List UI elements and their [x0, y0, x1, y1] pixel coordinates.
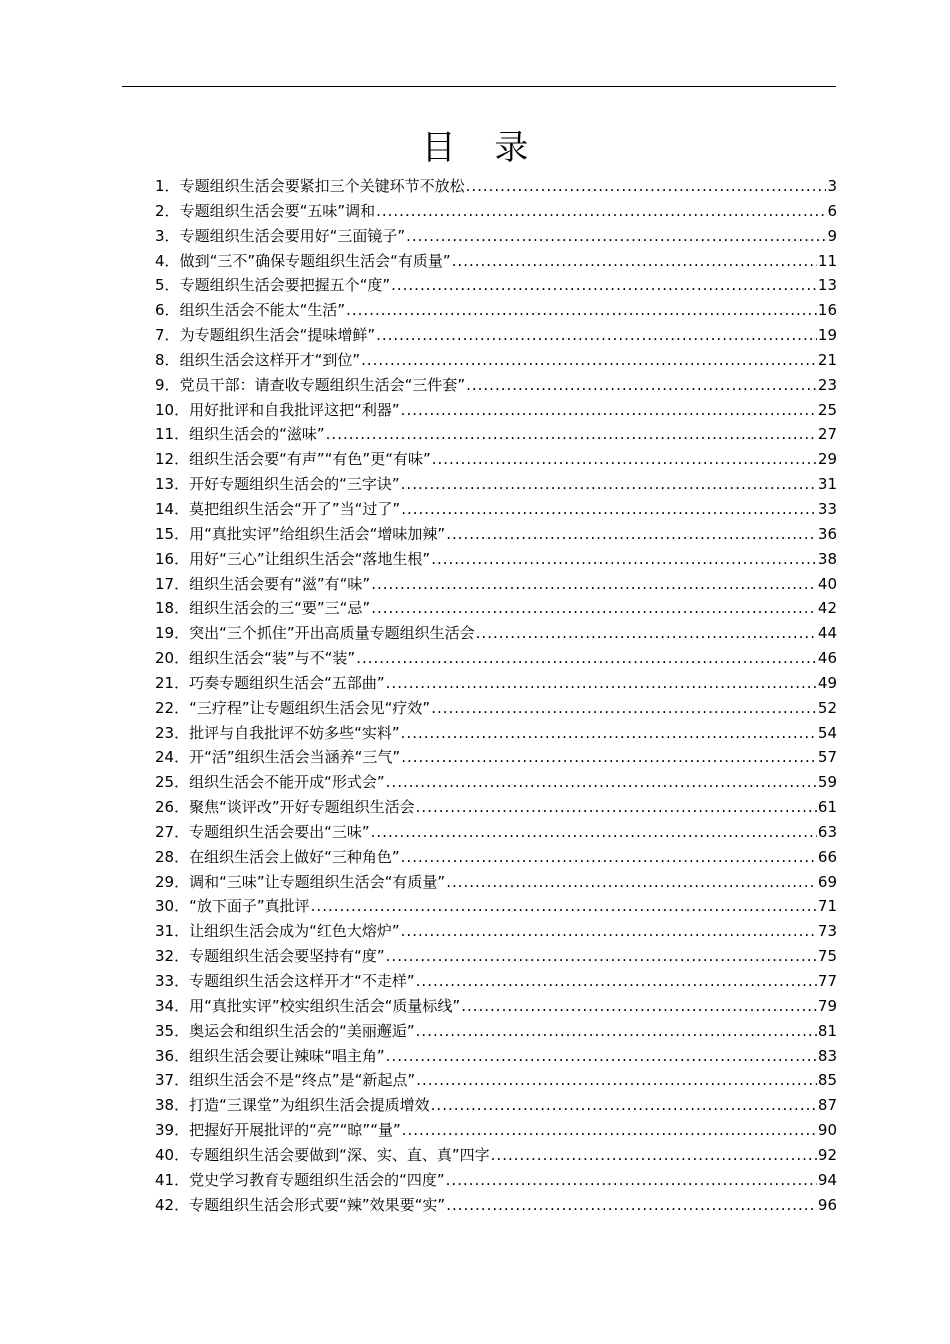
toc-dot-leader — [491, 1143, 817, 1168]
toc-dot-leader — [401, 398, 817, 423]
toc-dot-leader — [371, 572, 817, 597]
toc-entry-title: 专题组织生活会形式要“辣”效果要“实” — [189, 1195, 446, 1214]
toc-entry-title: 用好批评和自我批评这把“利器” — [189, 400, 400, 419]
toc-dot-leader — [406, 224, 826, 249]
toc-dot-leader — [386, 944, 817, 969]
toc-entry-title: 开“活”组织生活会当涵养“三气” — [189, 748, 401, 767]
toc-entry-separator: ． — [174, 450, 190, 469]
toc-entry-page: 6 — [827, 201, 837, 220]
toc-entry-number: 28 — [155, 847, 175, 866]
toc-dot-leader — [466, 373, 817, 398]
toc-entry-separator: ． — [174, 1021, 190, 1040]
toc-entry-number: 16 — [155, 549, 175, 568]
toc-entry-number: 17 — [155, 574, 175, 593]
toc-entry-page: 33 — [817, 499, 837, 518]
toc-entry-page: 94 — [817, 1170, 837, 1189]
toc-dot-leader — [402, 1118, 817, 1143]
toc-entry-separator: ． — [174, 649, 190, 668]
toc-entry[interactable] — [155, 919, 837, 944]
toc-dot-leader — [416, 795, 817, 820]
toc-dot-leader — [371, 820, 817, 845]
toc-entry-number: 31 — [155, 922, 175, 941]
toc-dot-leader — [391, 273, 817, 298]
toc-entry[interactable] — [155, 944, 837, 969]
toc-dot-leader — [356, 646, 817, 671]
toc-entry[interactable] — [155, 596, 837, 621]
toc-entry-separator: ． — [174, 872, 190, 891]
toc-entry-title: 调和“三味”让专题组织生活会“有质量” — [189, 872, 446, 891]
toc-dot-leader — [452, 249, 817, 274]
toc-entry-number: 15 — [155, 524, 175, 543]
toc-entry-title: 用“真批实评”给组织生活会“增味加辣” — [189, 524, 446, 543]
toc-entry-number: 2 — [155, 201, 165, 220]
toc-entry-separator: ． — [174, 475, 190, 494]
toc-entry-page: 75 — [817, 947, 837, 966]
toc-entry-separator: ． — [174, 748, 190, 767]
toc-entry-page: 69 — [817, 872, 837, 891]
toc-dot-leader — [416, 1068, 817, 1093]
toc-entry[interactable] — [155, 472, 837, 497]
toc-entry-number: 27 — [155, 822, 175, 841]
toc-entry-title: 突出“三个抓住”开出高质量专题组织生活会 — [189, 624, 475, 643]
toc-entry[interactable] — [155, 174, 837, 199]
toc-entry-page: 83 — [817, 1046, 837, 1065]
toc-entry-separator: ． — [174, 1046, 190, 1065]
toc-entry-separator: ． — [164, 251, 180, 270]
toc-entry[interactable] — [155, 1044, 837, 1069]
toc-entry[interactable] — [155, 696, 837, 721]
toc-dot-leader — [401, 919, 817, 944]
toc-entry-page: 52 — [817, 698, 837, 717]
toc-entry-title: 组织生活会要有“滋”有“味” — [189, 574, 371, 593]
toc-entry-page: 23 — [817, 375, 837, 394]
toc-entry-title: 组织生活会不能开成“形式会” — [189, 773, 385, 792]
toc-dot-leader — [311, 894, 817, 919]
toc-entry[interactable] — [155, 522, 837, 547]
toc-entry-number: 41 — [155, 1170, 175, 1189]
toc-entry-number: 5 — [155, 276, 165, 295]
toc-entry-title: 组织生活会要让辣味“唱主角” — [189, 1046, 385, 1065]
toc-dot-leader — [326, 422, 817, 447]
toc-dot-leader — [386, 1044, 817, 1069]
toc-dot-leader — [361, 348, 817, 373]
toc-entry[interactable] — [155, 273, 837, 298]
toc-entry-number: 39 — [155, 1121, 175, 1140]
toc-dot-leader — [386, 770, 817, 795]
toc-entry-title: 组织生活会要“有声”“有色”更“有味” — [189, 450, 431, 469]
toc-entry-number: 26 — [155, 798, 175, 817]
toc-entry-title: 用“真批实评”校实组织生活会“质量标线” — [189, 996, 461, 1015]
toc-entry-page: 21 — [817, 350, 837, 369]
toc-entry-page: 81 — [817, 1021, 837, 1040]
toc-entry-page: 59 — [817, 773, 837, 792]
toc-dot-leader — [386, 671, 817, 696]
toc-entry-number: 32 — [155, 947, 175, 966]
toc-entry-page: 16 — [817, 301, 837, 320]
toc-entry-page: 29 — [817, 450, 837, 469]
toc-entry-page: 38 — [817, 549, 837, 568]
toc-entry-title: “三疗程”让专题组织生活会见“疗效” — [189, 698, 431, 717]
toc-title: 目 录 — [421, 128, 543, 168]
toc-entry-number: 37 — [155, 1071, 175, 1090]
toc-entry-title: 党史学习教育专题组织生活会的“四度” — [189, 1170, 445, 1189]
toc-entry-number: 9 — [155, 375, 165, 394]
toc-entry-separator: ． — [174, 897, 190, 916]
toc-dot-leader — [401, 472, 817, 497]
toc-entry-page: 25 — [817, 400, 837, 419]
toc-entry-title: 专题组织生活会要做到“深、实、直、真”四字 — [189, 1145, 490, 1164]
toc-dot-leader — [376, 199, 826, 224]
toc-entry[interactable] — [155, 249, 837, 274]
toc-entry-separator: ． — [174, 499, 190, 518]
toc-dot-leader — [431, 1093, 817, 1118]
toc-dot-leader — [466, 174, 827, 199]
toc-entry-separator: ． — [164, 350, 180, 369]
toc-entry-title: 专题组织生活会要出“三味” — [189, 822, 370, 841]
toc-entry[interactable] — [155, 348, 837, 373]
toc-entry-page: 57 — [817, 748, 837, 767]
toc-entry-separator: ． — [174, 847, 190, 866]
toc-entry-separator: ． — [174, 574, 190, 593]
toc-entry-number: 33 — [155, 972, 175, 990]
toc-entry-separator: ． — [174, 599, 190, 618]
toc-entry[interactable] — [155, 323, 837, 348]
toc-entry-page: 77 — [817, 972, 837, 990]
toc-entry-separator: ． — [174, 1145, 190, 1164]
toc-entry[interactable] — [155, 969, 837, 994]
toc-dot-leader — [401, 845, 817, 870]
toc-dot-leader — [461, 994, 817, 1019]
toc-entry-title: 专题组织生活会要“五味”调和 — [179, 201, 376, 220]
toc-entry[interactable] — [155, 547, 837, 572]
toc-entry[interactable] — [155, 721, 837, 746]
toc-dot-leader — [401, 497, 817, 522]
toc-entry-separator: ． — [174, 972, 190, 990]
toc-entry[interactable] — [155, 1168, 837, 1193]
toc-entry[interactable] — [155, 894, 837, 919]
toc-entry[interactable] — [155, 1019, 837, 1044]
toc-dot-leader — [416, 1019, 817, 1044]
toc-entry-separator: ． — [174, 673, 190, 692]
toc-entry-page: 85 — [817, 1071, 837, 1090]
toc-entry[interactable] — [155, 845, 837, 870]
toc-entry-page: 66 — [817, 847, 837, 866]
toc-entry-separator: ． — [164, 375, 180, 394]
toc-entry-title: 莫把组织生活会“开了”当“过了” — [189, 499, 401, 518]
toc-entry-title: 开好专题组织生活会的“三字诀” — [189, 475, 400, 494]
toc-entry[interactable] — [155, 1118, 837, 1143]
toc-entry-title: 巧奏专题组织生活会“五部曲” — [189, 673, 385, 692]
toc-entry-title: 让组织生活会成为“红色大熔炉” — [189, 922, 400, 941]
toc-entry-separator: ． — [174, 1195, 190, 1214]
toc-entry-page: 73 — [817, 922, 837, 941]
toc-entry-page: 19 — [817, 326, 837, 345]
toc-entry-number: 36 — [155, 1046, 175, 1065]
toc-entry-page: 46 — [817, 649, 837, 668]
toc-entry[interactable] — [155, 820, 837, 845]
toc-entry-page: 42 — [817, 599, 837, 618]
toc-list — [155, 174, 837, 1217]
toc-entry-separator: ． — [174, 549, 190, 568]
toc-dot-leader — [401, 745, 817, 770]
toc-entry-page: 96 — [817, 1195, 837, 1214]
toc-entry-page: 54 — [817, 723, 837, 742]
toc-dot-leader — [416, 969, 817, 994]
toc-entry-title: 聚焦“谈评改”开好专题组织生活会 — [189, 798, 415, 817]
toc-entry-page: 71 — [817, 897, 837, 916]
toc-entry-page: 44 — [817, 624, 837, 643]
toc-entry-page: 27 — [817, 425, 837, 444]
toc-entry-number: 8 — [155, 350, 165, 369]
toc-entry-number: 23 — [155, 723, 175, 742]
toc-entry-number: 21 — [155, 673, 175, 692]
toc-entry-title: 组织生活会不能太“生活” — [179, 301, 346, 320]
toc-entry-separator: ． — [174, 947, 190, 966]
toc-entry-page: 11 — [817, 251, 837, 270]
toc-entry[interactable] — [155, 671, 837, 696]
toc-entry-page: 3 — [827, 177, 837, 195]
toc-entry[interactable] — [155, 1093, 837, 1118]
toc-entry-separator: ． — [174, 996, 190, 1015]
toc-entry-separator: ． — [174, 1170, 190, 1189]
toc-dot-leader — [432, 447, 817, 472]
toc-entry-number: 6 — [155, 301, 165, 320]
toc-entry[interactable] — [155, 870, 837, 895]
toc-entry-number: 12 — [155, 450, 175, 469]
toc-entry-number: 42 — [155, 1195, 175, 1214]
toc-entry-separator: ． — [174, 723, 190, 742]
toc-dot-leader — [476, 621, 817, 646]
toc-entry-title: 组织生活会的“滋味” — [189, 425, 325, 444]
toc-entry-separator: ． — [164, 177, 180, 195]
toc-entry-number: 3 — [155, 226, 165, 245]
toc-dot-leader — [431, 547, 817, 572]
toc-entry-title: 组织生活会这样开才“到位” — [179, 350, 361, 369]
toc-entry-title: 组织生活会“装”与不“装” — [189, 649, 356, 668]
toc-entry-title: “放下面子”真批评 — [189, 897, 310, 916]
toc-entry-page: 13 — [817, 276, 837, 295]
toc-entry[interactable] — [155, 1143, 837, 1168]
toc-entry-page: 40 — [817, 574, 837, 593]
toc-entry-title: 专题组织生活会要坚持有“度” — [189, 947, 385, 966]
toc-entry[interactable] — [155, 770, 837, 795]
toc-entry-page: 31 — [817, 475, 837, 494]
toc-entry-page: 79 — [817, 996, 837, 1015]
toc-entry-number: 29 — [155, 872, 175, 891]
toc-entry-number: 22 — [155, 698, 175, 717]
toc-entry[interactable] — [155, 745, 837, 770]
toc-entry[interactable] — [155, 298, 837, 323]
toc-entry-number: 20 — [155, 649, 175, 668]
toc-entry-separator: ． — [174, 1096, 190, 1115]
toc-dot-leader — [446, 522, 817, 547]
toc-dot-leader — [446, 870, 817, 895]
toc-entry[interactable] — [155, 795, 837, 820]
toc-entry-separator: ． — [164, 226, 180, 245]
toc-entry-title: 用好“三心”让组织生活会“落地生根” — [189, 549, 431, 568]
toc-entry-title: 专题组织生活会要紧扣三个关键环节不放松 — [179, 177, 465, 195]
toc-entry-separator: ． — [174, 524, 190, 543]
toc-entry-page: 49 — [817, 673, 837, 692]
toc-entry-number: 30 — [155, 897, 175, 916]
toc-entry-separator: ． — [164, 276, 180, 295]
toc-entry[interactable] — [155, 621, 837, 646]
toc-entry[interactable] — [155, 572, 837, 597]
toc-entry-number: 10 — [155, 400, 175, 419]
toc-entry-number: 25 — [155, 773, 175, 792]
toc-entry-number: 18 — [155, 599, 175, 618]
toc-entry-title: 在组织生活会上做好“三种角色” — [189, 847, 400, 866]
toc-entry-number: 38 — [155, 1096, 175, 1115]
toc-entry[interactable] — [155, 447, 837, 472]
toc-entry-title: 批评与自我批评不妨多些“实料” — [189, 723, 400, 742]
toc-entry-page: 61 — [817, 798, 837, 817]
toc-entry-page: 9 — [827, 226, 837, 245]
toc-entry[interactable] — [155, 1193, 837, 1218]
toc-dot-leader — [346, 298, 817, 323]
toc-dot-leader — [371, 596, 817, 621]
toc-entry-title: 组织生活会不是“终点”是“新起点” — [189, 1071, 416, 1090]
toc-entry-number: 14 — [155, 499, 175, 518]
toc-entry-title: 专题组织生活会要把握五个“度” — [179, 276, 391, 295]
toc-entry-title: 把握好开展批评的“亮”“晾”“量” — [189, 1121, 401, 1140]
toc-entry-number: 24 — [155, 748, 175, 767]
toc-entry-page: 63 — [817, 822, 837, 841]
toc-entry-title: 奥运会和组织生活会的“美丽邂逅” — [189, 1021, 415, 1040]
toc-entry-number: 4 — [155, 251, 165, 270]
toc-entry[interactable] — [155, 199, 837, 224]
toc-entry-page: 87 — [817, 1096, 837, 1115]
toc-dot-leader — [446, 1168, 817, 1193]
toc-entry-number: 11 — [155, 425, 175, 444]
toc-entry-number: 34 — [155, 996, 175, 1015]
toc-entry[interactable] — [155, 994, 837, 1019]
toc-entry-page: 36 — [817, 524, 837, 543]
toc-entry-separator: ． — [164, 326, 180, 345]
toc-entry-number: 13 — [155, 475, 175, 494]
toc-dot-leader — [431, 696, 817, 721]
toc-entry-separator: ． — [174, 698, 190, 717]
toc-dot-leader — [446, 1193, 817, 1218]
toc-entry-separator: ． — [174, 624, 190, 643]
toc-entry-title: 打造“三课堂”为组织生活会提质增效 — [189, 1096, 430, 1115]
toc-entry-separator: ． — [164, 201, 180, 220]
toc-entry[interactable] — [155, 398, 837, 423]
toc-entry-separator: ． — [174, 400, 190, 419]
toc-entry-title: 专题组织生活会要用好“三面镜子” — [179, 226, 406, 245]
toc-entry-separator: ． — [174, 798, 190, 817]
toc-entry-title: 专题组织生活会这样开才“不走样” — [189, 972, 415, 990]
toc-entry-number: 19 — [155, 624, 175, 643]
toc-entry-separator: ． — [174, 822, 190, 841]
toc-entry[interactable] — [155, 497, 837, 522]
toc-entry-title: 党员干部：请查收专题组织生活会“三件套” — [179, 375, 466, 394]
toc-entry-title: 为专题组织生活会“提味增鲜” — [179, 326, 376, 345]
toc-entry[interactable] — [155, 224, 837, 249]
toc-entry[interactable] — [155, 422, 837, 447]
toc-entry-separator: ． — [164, 301, 180, 320]
toc-entry-page: 92 — [817, 1145, 837, 1164]
toc-entry-separator: ． — [174, 1071, 190, 1090]
toc-entry[interactable] — [155, 373, 837, 398]
toc-entry[interactable] — [155, 1068, 837, 1093]
header-rule — [122, 86, 836, 87]
toc-entry-separator: ． — [174, 1121, 190, 1140]
toc-entry-number: 7 — [155, 326, 165, 345]
toc-entry-title: 做到“三不”确保专题组织生活会“有质量” — [179, 251, 451, 270]
toc-entry-separator: ． — [174, 425, 190, 444]
toc-dot-leader — [401, 721, 817, 746]
toc-entry-number: 1 — [155, 177, 165, 195]
toc-entry-separator: ． — [174, 773, 190, 792]
toc-entry-number: 35 — [155, 1021, 175, 1040]
toc-dot-leader — [376, 323, 817, 348]
toc-entry-number: 40 — [155, 1145, 175, 1164]
toc-entry-separator: ． — [174, 922, 190, 941]
toc-entry-title: 组织生活会的三“要”三“忌” — [189, 599, 371, 618]
toc-entry[interactable] — [155, 646, 837, 671]
toc-entry-page: 90 — [817, 1121, 837, 1140]
